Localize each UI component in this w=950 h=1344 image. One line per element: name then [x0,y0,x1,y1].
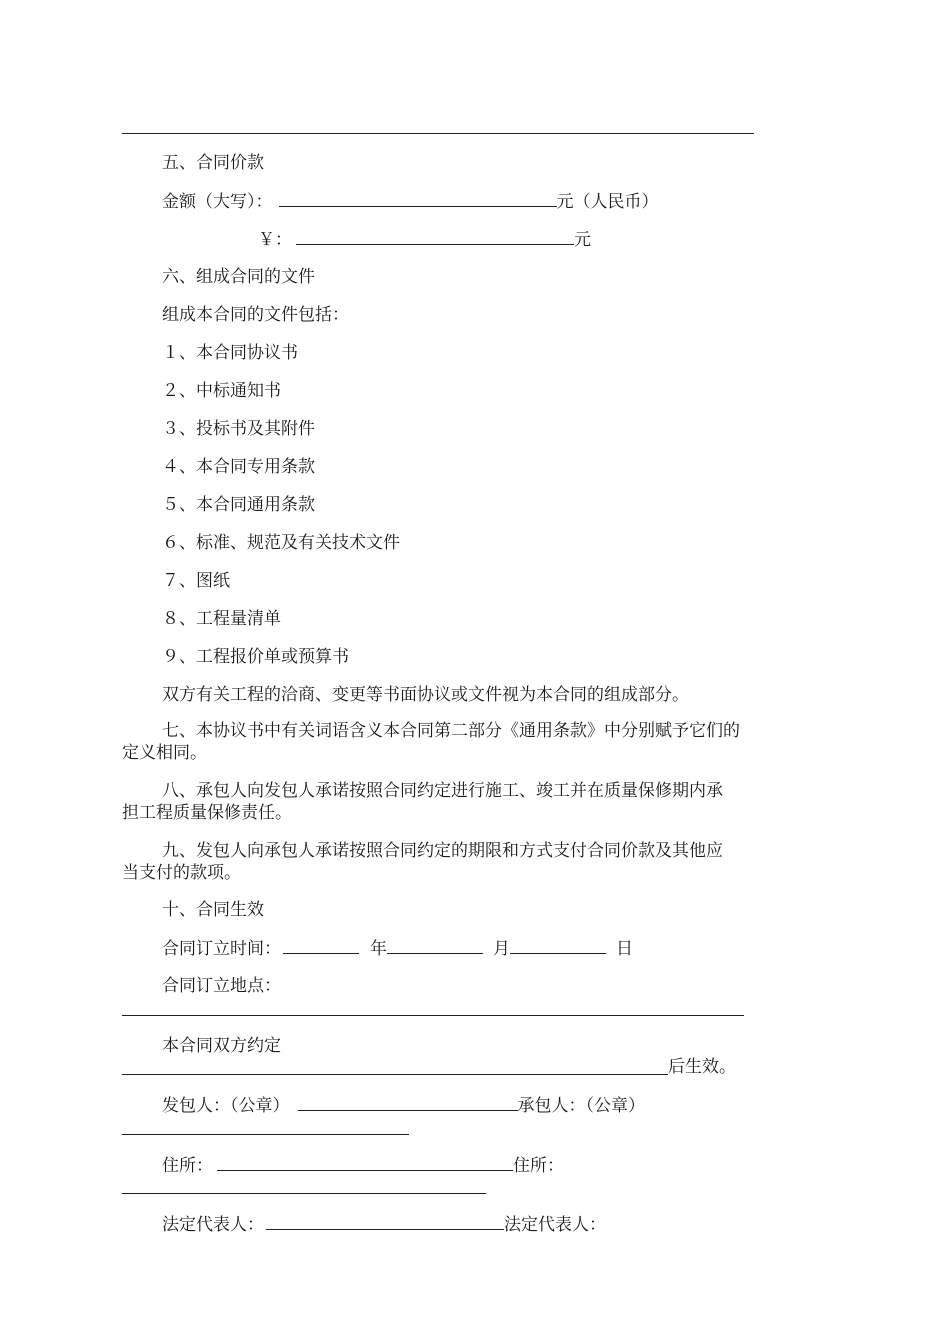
signing-place-label: 合同订立地点： [162,976,281,996]
section-6-closing: 双方有关工程的洽商、变更等书面协议或文件视为本合同的组成部分。 [162,685,689,705]
document-list-item: ９、工程报价单或预算书 [162,647,349,667]
agreement-condition-blank[interactable] [122,1074,668,1075]
employer-representative-blank[interactable] [266,1213,504,1230]
section-10-heading: 十、合同生效 [162,900,264,920]
section-8-line-2: 担工程质量保修责任。 [122,803,292,823]
amount-words-label: 金额（大写）： [162,192,273,212]
document-list-item: ４、本合同专用条款 [162,457,315,477]
signing-place-blank[interactable] [122,1015,744,1016]
section-5-heading: 五、合同价款 [162,153,264,173]
contractor-seal-blank[interactable] [122,1134,409,1135]
signing-month-blank[interactable] [387,937,483,954]
amount-digits-unit: 元 [574,230,591,250]
contractor-address-blank[interactable] [122,1193,486,1194]
section-9-line-2: 当支付的款项。 [122,863,241,883]
section-7-line-2: 定义相同。 [122,743,207,763]
amount-digits-row [258,228,591,251]
employer-address-label: 住所： [162,1156,213,1176]
document-list-item: ６、标准、规范及有关技术文件 [162,533,400,553]
legal-representative-row [162,1213,606,1236]
section-9-line-1: 九、发包人向承包人承诺按照合同约定的期限和方式支付合同价款及其他应 [162,841,723,861]
contractor-address-label: 住所： [513,1156,564,1176]
address-row [162,1154,564,1177]
signing-day-blank[interactable] [510,937,606,954]
employer-representative-label: 法定代表人： [162,1215,264,1235]
document-list-item: ７、图纸 [162,571,230,591]
employer-seal-label: 发包人：（公章） [162,1096,290,1116]
signing-year-blank[interactable] [283,937,359,954]
employer-address-blank[interactable] [217,1154,513,1171]
document-list-item: ５、本合同通用条款 [162,495,315,515]
contractor-seal-label: 承包人：（公章） [517,1096,645,1116]
top-divider-line [122,133,754,134]
month-label: 月 [493,939,510,959]
signing-date-label: 合同订立时间： [162,939,281,959]
effective-suffix: 后生效。 [668,1057,736,1077]
section-6-intro: 组成本合同的文件包括： [162,305,349,325]
amount-digits-label: ￥： [258,230,292,250]
document-list-item: １、本合同协议书 [162,343,298,363]
document-list-item: ８、工程量清单 [162,609,281,629]
section-6-heading: 六、组成合同的文件 [162,267,315,287]
amount-words-row [162,190,659,213]
section-8-line-1: 八、承包人向发包人承诺按照合同约定进行施工、竣工并在质量保修期内承 [162,781,723,801]
amount-words-unit: 元（人民币） [556,192,659,212]
agreement-label: 本合同双方约定 [162,1036,281,1056]
amount-digits-blank[interactable] [296,228,574,245]
employer-seal-row [162,1094,645,1117]
amount-words-blank[interactable] [279,190,557,207]
document-list-item: ２、中标通知书 [162,381,281,401]
contractor-representative-label: 法定代表人： [504,1215,606,1235]
day-label: 日 [616,939,633,959]
employer-seal-blank[interactable] [298,1094,518,1111]
document-list-item: ３、投标书及其附件 [162,419,315,439]
section-7-line-1: 七、本协议书中有关词语含义本合同第二部分《通用条款》中分别赋予它们的 [162,721,740,741]
year-label: 年 [370,939,387,959]
signing-date-row [162,937,633,960]
